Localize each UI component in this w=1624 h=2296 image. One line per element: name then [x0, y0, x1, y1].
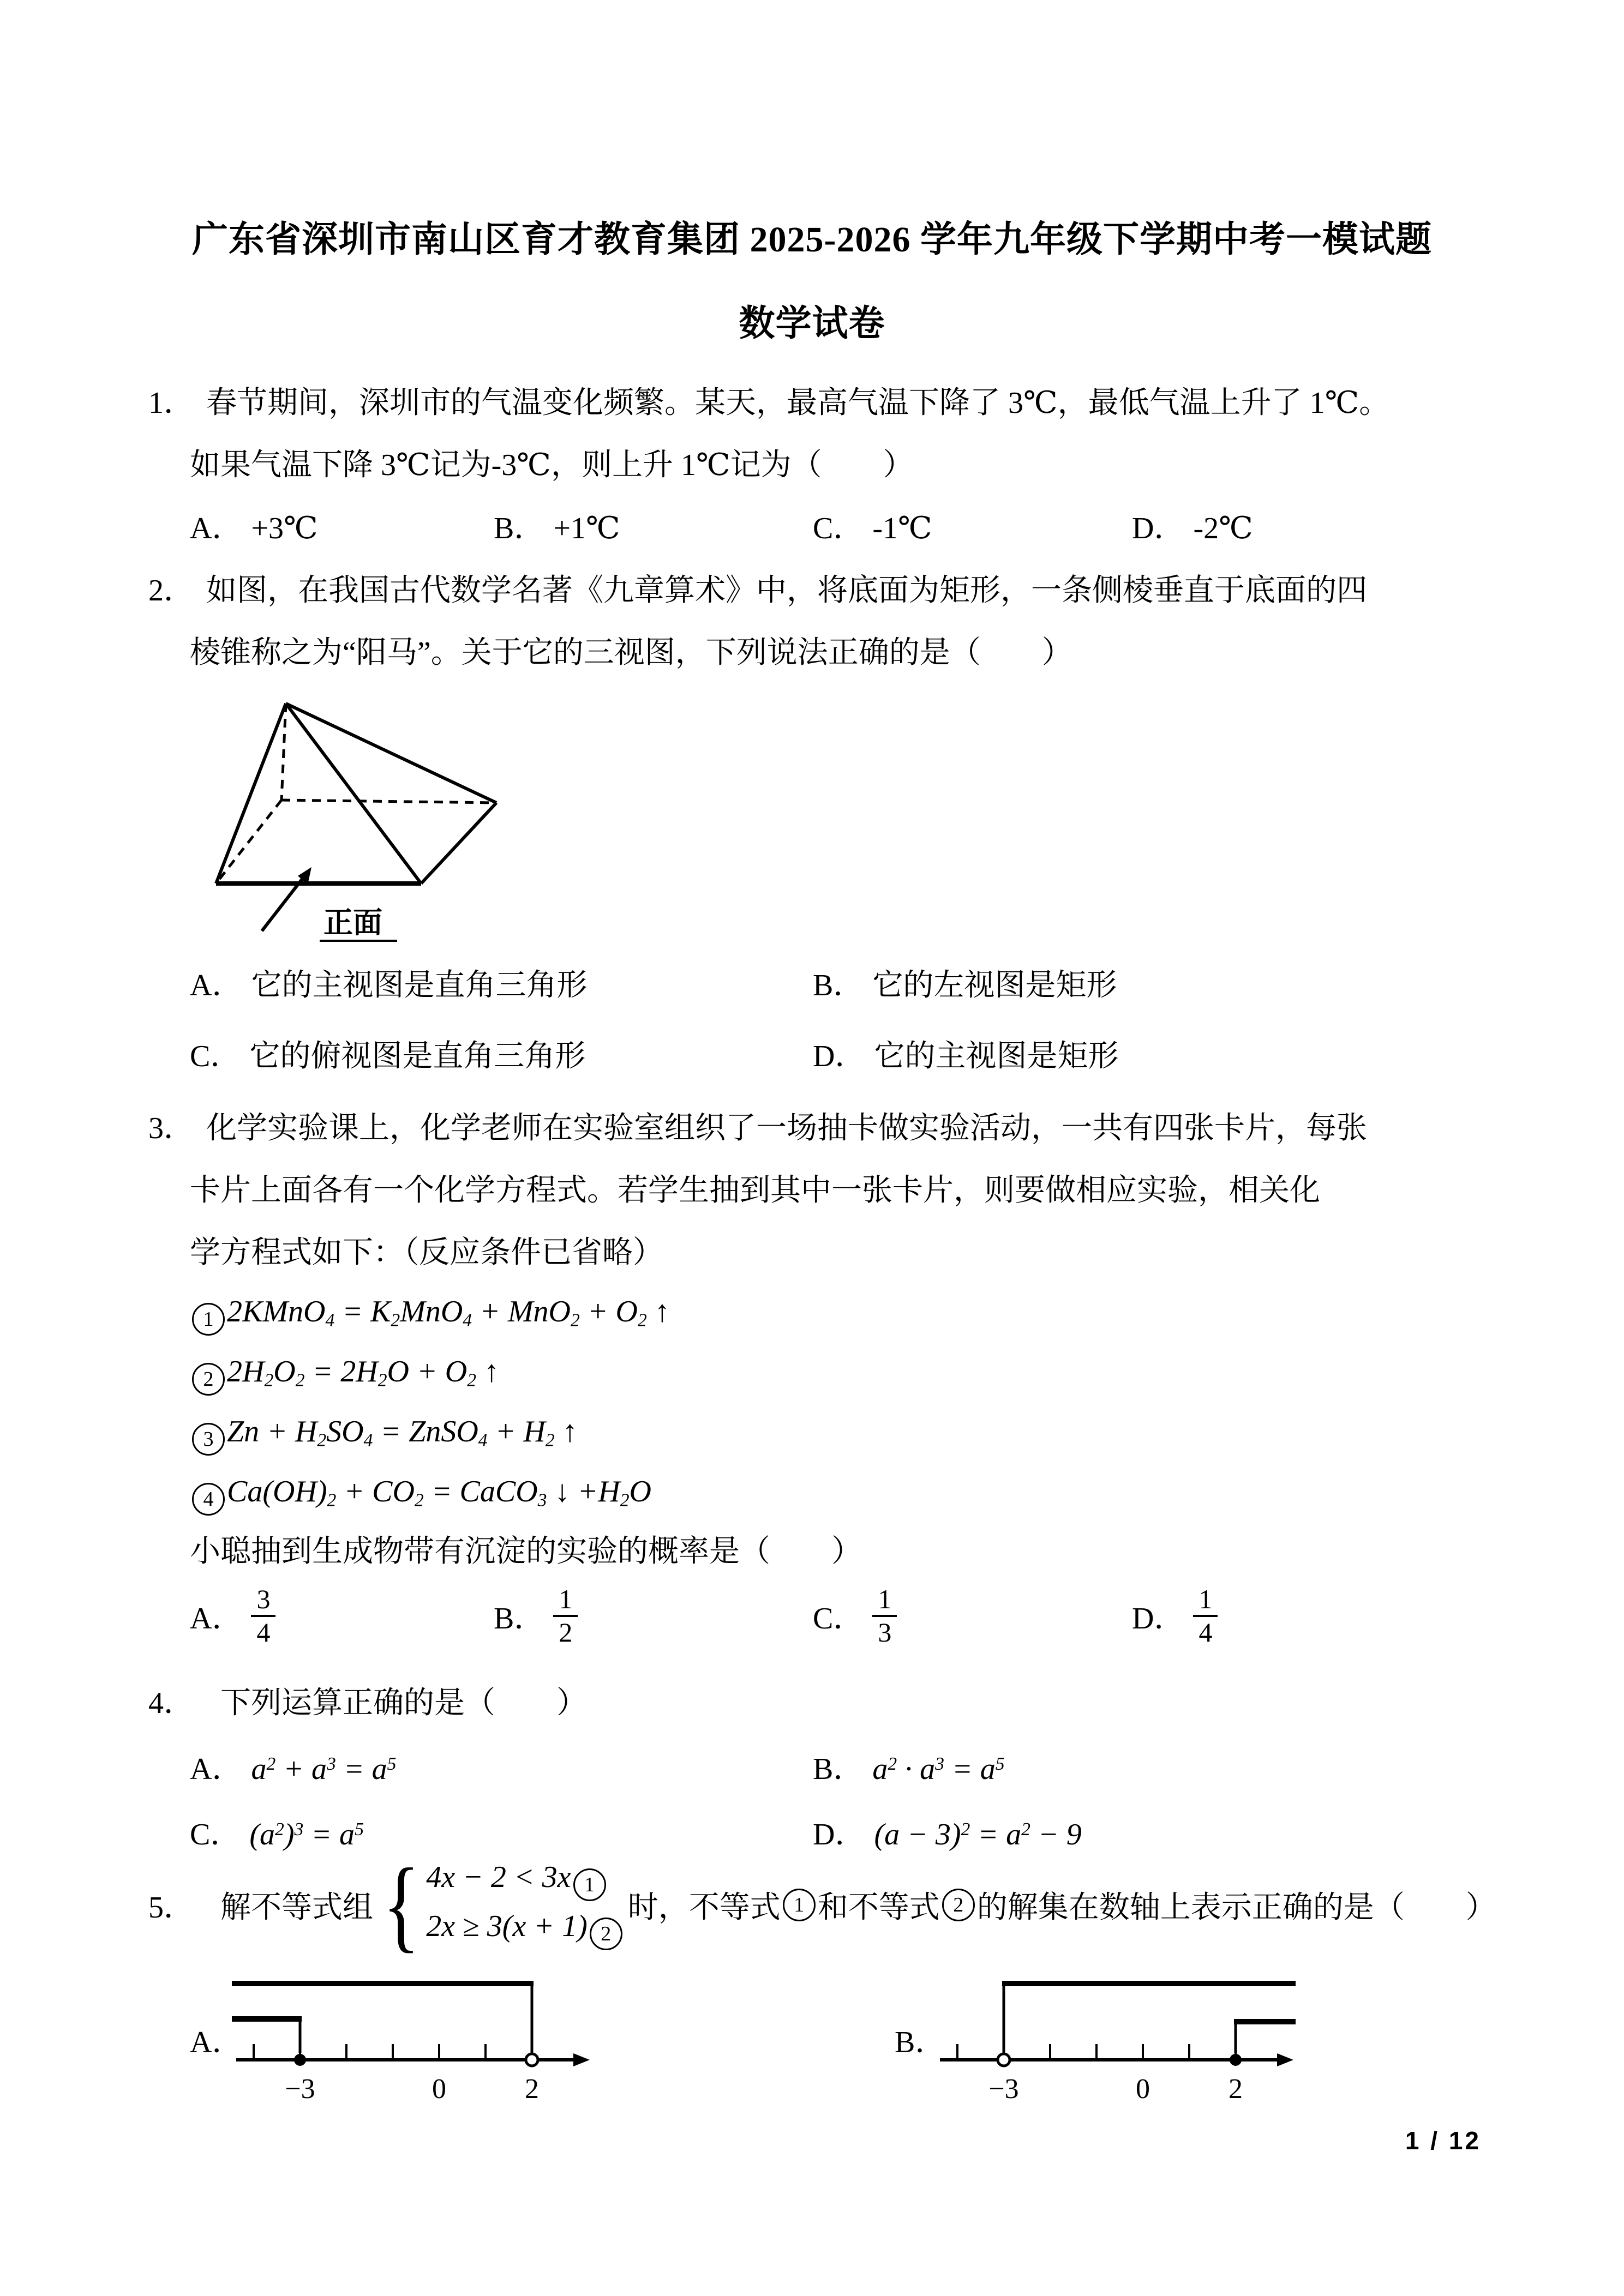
page-indicator: 1 / 12	[1405, 2126, 1481, 2155]
svg-text:0: 0	[432, 2073, 446, 2105]
question-1-line-1: 1． 春节期间，深圳市的气温变化频繁。某天，最高气温下降了 3℃，最低气温上升了 1℃。	[148, 386, 1390, 420]
question-3-line-1: 3． 化学实验课上，化学老师在实验室组织了一场抽卡做实验活动，一共有四张卡片，每张	[148, 1111, 1367, 1145]
question-2-line-1: 2． 如图，在我国古代数学名著《九章算术》中，将底面为矩形，一条侧棱垂直于底面的四	[148, 574, 1367, 608]
question-3-options	[0, 1585, 1624, 1661]
inequality-1-mark-inline: 1	[783, 1889, 816, 1921]
chem-equation-4: 4 $Ca(OH)_2 + CO_2$ = CaCO$_3$ ↓ $+H_2O$	[190, 1474, 651, 1518]
inequality-2-mark: 2	[590, 1918, 622, 1950]
open-endpoint-2	[526, 2054, 538, 2066]
question-4-option-b: B． $a^2 \cdot a^3 = a^5$	[813, 1752, 1005, 1786]
question-5-line: 5． 解不等式组 { 4x − 2 < 3x 1 2x ≥ 3(x + 1) 2 时，不等式 1 和不等式 2 的解集在数轴上表示正确的是（ ）	[148, 1847, 1496, 1962]
question-3-question-line: 小聪抽到生成物带有沉淀的实验的概率是（ ）	[190, 1535, 862, 1568]
question-1-line-2: 如果气温下降 3℃记为-3℃，则上升 1℃记为（ ）	[190, 448, 914, 482]
svg-text:2: 2	[525, 2073, 539, 2105]
inequality-1-mark: 1	[573, 1868, 606, 1901]
question-5-option-b-label: B．	[895, 2025, 946, 2059]
inequality-system: { 4x − 2 < 3x 1 2x ≥ 3(x + 1) 2	[376, 1859, 625, 1952]
chem-equation-3: 3 $Zn + H_2SO_4$ = ZnSO$_4$ + $H_2$ ↑	[190, 1414, 578, 1458]
svg-text:2: 2	[1229, 2073, 1243, 2105]
question-3-number: 3．	[148, 1111, 194, 1145]
question-2-option-b: B． 它的左视图是矩形	[813, 969, 1117, 1002]
page-subtitle: 数学试卷	[739, 304, 885, 344]
equation-2-mark: 2	[192, 1363, 225, 1396]
question-2-option-a: A． 它的主视图是直角三角形	[190, 969, 588, 1002]
pyramid-figure	[212, 688, 607, 945]
question-5-number: 5．	[148, 1891, 194, 1925]
page-title: 广东省深圳市南山区育才教育集团 2025-2026 学年九年级下学期中考一模试题	[192, 220, 1432, 260]
question-2-option-c: C． 它的俯视图是直角三角形	[190, 1039, 586, 1073]
question-1-option-a: A． +3℃	[190, 512, 318, 545]
question-4-option-c: C． $(a^2)^3 = a^5$	[190, 1817, 364, 1852]
chem-equation-1: 1 2KMnO$_4$ = $K_2MnO_4 + MnO_2 + O_2$ ↑	[190, 1294, 670, 1338]
question-3-option-d: D． $\frac{1}{4}$	[1132, 1585, 1218, 1646]
svg-text:0: 0	[1136, 2073, 1150, 2105]
question-4-line: 4． 下列运算正确的是（ ）	[148, 1686, 587, 1720]
question-3-option-b: B． $\frac{1}{2}$	[494, 1585, 578, 1646]
question-1-option-d: D． -2℃	[1132, 512, 1253, 545]
number-line-b	[936, 1964, 1296, 2106]
equation-4-mark: 4	[192, 1483, 225, 1516]
svg-text:−3: −3	[988, 2073, 1019, 2105]
system-brace: {	[382, 1847, 420, 1962]
question-1-option-c: C． -1℃	[813, 512, 932, 545]
chem-equation-2: 2 $2H_2O_2 = 2H_2O + O_2$ ↑	[190, 1354, 499, 1398]
closed-endpoint-2	[1230, 2054, 1242, 2066]
equation-3-mark: 3	[192, 1423, 225, 1456]
question-1-number: 1．	[148, 386, 194, 420]
question-3-line-3: 学方程式如下：（反应条件已省略）	[190, 1236, 663, 1270]
question-2-option-d: D． 它的主视图是矩形	[813, 1039, 1119, 1073]
question-2-line-2: 棱锥称之为“阳马”。关于它的三视图，下列说法正确的是（ ）	[190, 636, 1072, 670]
equation-1-mark: 1	[192, 1303, 225, 1336]
question-4-option-d: D． $(a - 3)^2 = a^2 - 9$	[813, 1817, 1082, 1852]
question-1-option-b: B． +1℃	[494, 512, 620, 545]
question-4-option-a: A． $a^2 + a^3 = a^5$	[190, 1752, 397, 1786]
number-line-a	[232, 1964, 592, 2106]
question-3-line-2: 卡片上面各有一个化学方程式。若学生抽到其中一张卡片，则要做相应实验，相关化	[190, 1174, 1320, 1207]
svg-text:−3: −3	[285, 2073, 315, 2105]
open-endpoint-minus3	[998, 2054, 1010, 2066]
question-4-number: 4．	[148, 1686, 194, 1720]
inequality-2-mark-inline: 2	[942, 1889, 975, 1921]
question-2-number: 2．	[148, 574, 194, 608]
closed-endpoint-minus3	[294, 2054, 306, 2066]
figure-front-label: 正面	[323, 906, 382, 939]
question-3-option-a: A． $\frac{3}{4}$	[190, 1585, 275, 1646]
question-3-option-c: C． $\frac{1}{3}$	[813, 1585, 897, 1646]
question-5-option-a-label: A．	[190, 2025, 243, 2059]
